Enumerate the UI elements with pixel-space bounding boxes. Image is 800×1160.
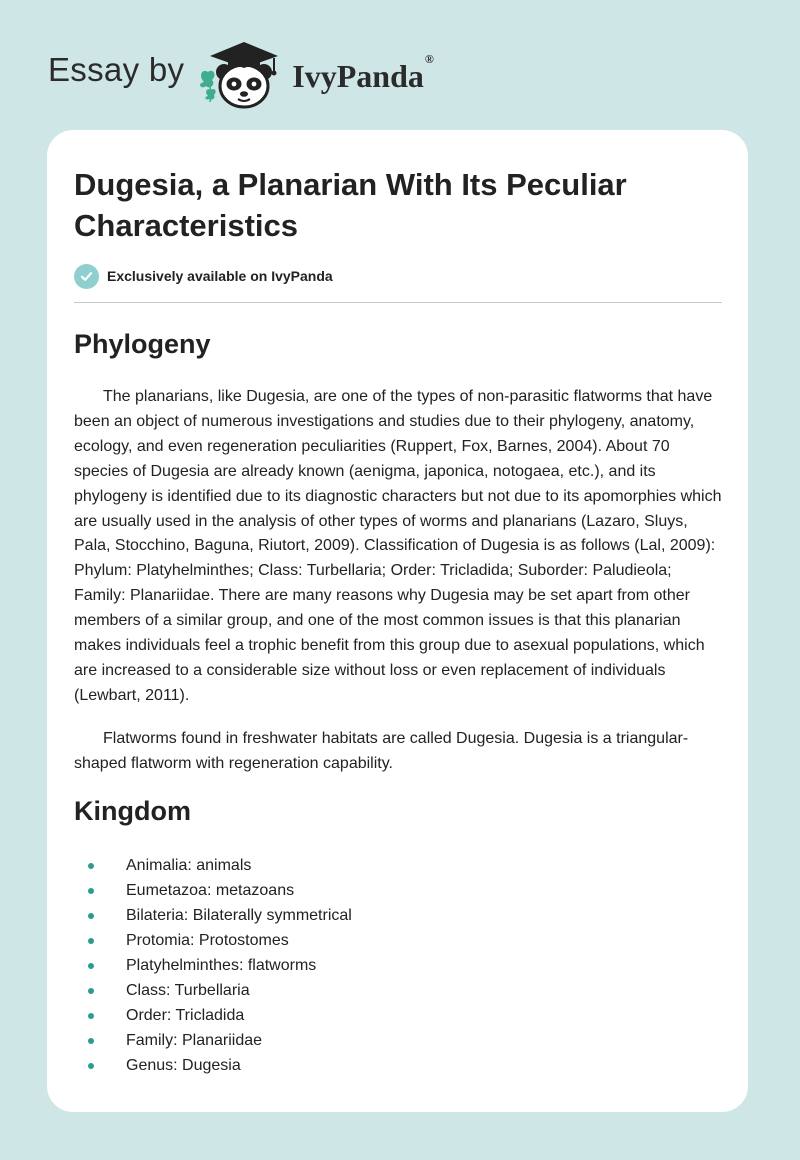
bullet-icon xyxy=(88,913,94,919)
brand-name[interactable] xyxy=(292,51,434,95)
bullet-icon xyxy=(88,963,94,969)
list-item-text: Order: Tricladida xyxy=(126,1007,245,1024)
list-item-text: Protomia: Protostomes xyxy=(126,932,289,949)
list-item xyxy=(74,978,352,1003)
divider xyxy=(74,302,722,303)
list-item xyxy=(74,853,352,878)
list-item xyxy=(74,928,352,953)
check-circle-icon xyxy=(74,264,99,289)
page-title: Dugesia, a Planarian With Its Peculiar Characteristics xyxy=(74,167,627,243)
bullet-icon xyxy=(88,1038,94,1044)
section-heading-kingdom: Kingdom xyxy=(74,796,191,826)
brand-text: IvyPanda xyxy=(292,57,424,94)
list-item-text: Bilateria: Bilaterally symmetrical xyxy=(126,907,352,924)
bullet-icon xyxy=(88,888,94,894)
bullet-icon xyxy=(88,1063,94,1069)
list-item-text: Genus: Dugesia xyxy=(126,1057,241,1074)
list-item xyxy=(74,1053,352,1078)
bullet-icon xyxy=(88,863,94,869)
panda-graduate-icon[interactable] xyxy=(198,38,290,110)
registered-mark: ® xyxy=(424,51,434,66)
list-item-text: Platyhelminthes: flatworms xyxy=(126,957,317,974)
bullet-icon xyxy=(88,1013,94,1019)
essay-card xyxy=(47,130,748,1112)
list-item xyxy=(74,953,352,978)
exclusive-text: Exclusively available on IvyPanda xyxy=(107,268,333,284)
list-item-text: Family: Planariidae xyxy=(126,1032,263,1049)
site-header xyxy=(48,38,434,110)
kingdom-list xyxy=(74,853,352,1078)
bullet-icon xyxy=(88,938,94,944)
essay-by-label: Essay by xyxy=(48,51,185,88)
section-heading-phylogeny: Phylogeny xyxy=(74,329,211,359)
paragraph: The planarians, like Dugesia, are one of the types of non-parasitic flatworms that have been an object of numerous investigations and studies due to their phylogeny, anatomy, ecology, and even regeneration peculiarities (Ruppert, Fox, Barnes, 2004). About 70 species of Dugesia are already known (aenigma, japonica, notogaea, etc.), and its phylogeny is identified due to its diagnostic characters but not due to its apomorphies which are usually used in the analysis of other types of worms and planarians (Lazaro, Sluys, Pala, Stocchino, Baguna, Riutort, 2009). Classification of Dugesia is as follows (Lal, 2009): Phylum: Platyhelminthes; Class: Turbellaria; Order: Tricladida; Suborder: Paludieola; Family: Planariidae. There are many reasons why Dugesia may be set apart from other members of a similar group, and one of the most common issues is that this planarian makes individuals feel a trophic benefit from this group due to asexual populations, which are increased to a considerable size without loss or even replacement of individuals (Lewbart, 2011). xyxy=(74,388,722,704)
list-item-text: Animalia: animals xyxy=(126,857,252,874)
list-item xyxy=(74,1003,352,1028)
exclusive-badge xyxy=(74,263,333,289)
list-item-text: Eumetazoa: metazoans xyxy=(126,882,295,899)
paragraph: Flatworms found in freshwater habitats are called Dugesia. Dugesia is a triangular-shaped flatworm with regeneration capability. xyxy=(74,730,689,772)
list-item xyxy=(74,1028,352,1053)
bullet-icon xyxy=(88,988,94,994)
list-item xyxy=(74,878,352,903)
list-item-text: Class: Turbellaria xyxy=(126,982,250,999)
list-item xyxy=(74,903,352,928)
